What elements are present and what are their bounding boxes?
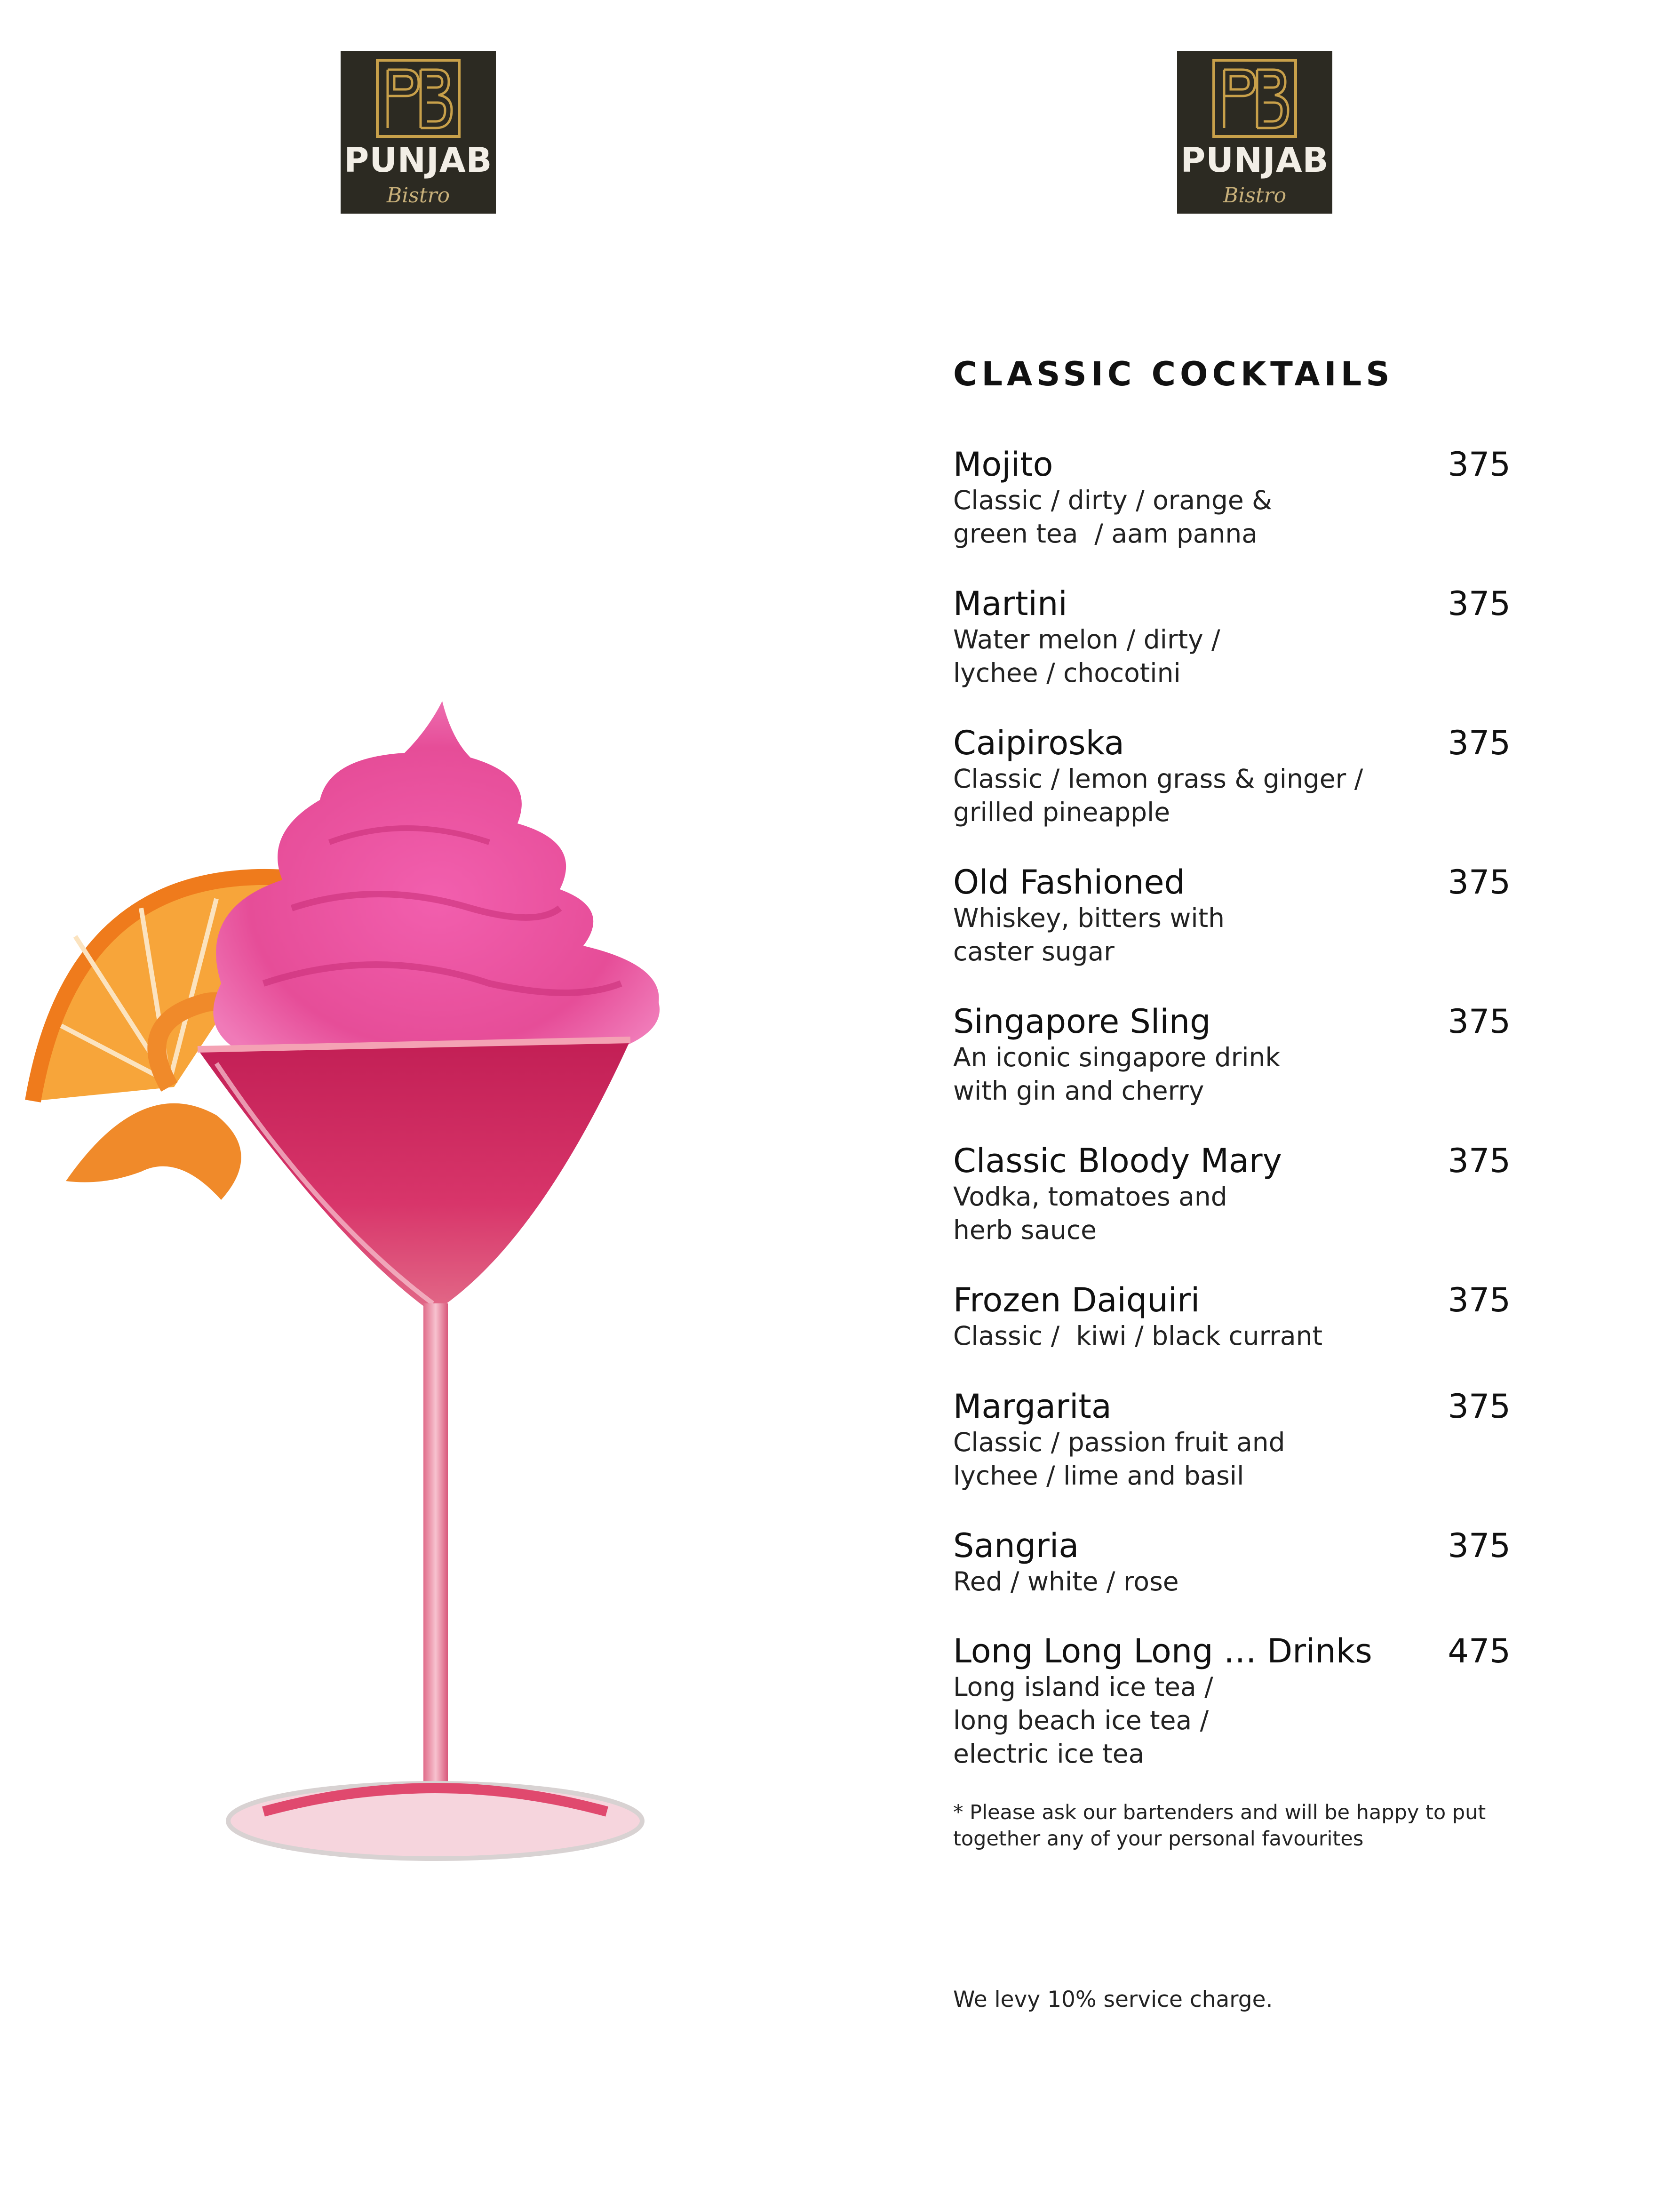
logo-script: Bistro [386,184,450,208]
item-price: 375 [1448,724,1511,762]
item-description: Long island ice tea / long beach ice tea / electric ice tea [953,1672,1213,1769]
menu-section [953,355,1574,2012]
item-description: Classic / kiwi / black currant [953,1321,1323,1351]
item-name: Sangria [953,1526,1079,1565]
bartender-note: * Please ask our bartenders and will be happy to put together any of your personal favourites [953,1801,1486,1851]
menu-item [953,1281,1511,1353]
item-price: 375 [1448,863,1511,902]
menu-item [953,724,1511,829]
item-name: Frozen Daiquiri [953,1281,1200,1319]
logo-left [341,51,496,214]
item-price: 375 [1448,1002,1511,1041]
item-description: Vodka, tomatoes and herb sauce [953,1182,1227,1245]
item-name: Classic Bloody Mary [953,1142,1282,1180]
logo-mark-icon [1177,51,1332,140]
item-price: 375 [1448,1387,1511,1426]
service-charge-note: We levy 10% service charge. [953,1987,1273,2012]
menu-item [953,1142,1511,1247]
logo-mark-icon [341,51,496,140]
item-name: Margarita [953,1387,1112,1426]
glass-bowl-icon [198,1040,630,1313]
item-name: Old Fashioned [953,863,1185,902]
item-name: Caipiroska [953,724,1124,762]
item-price: 375 [1448,1526,1511,1565]
item-price: 375 [1448,445,1511,484]
item-name: Mojito [953,445,1053,484]
cocktail-glass-icon [19,579,819,1877]
item-price: 375 [1448,1142,1511,1180]
menu-item [953,445,1511,551]
item-price: 375 [1448,584,1511,623]
item-description: Classic / dirty / orange & green tea / aam panna [953,485,1273,549]
item-description: Classic / passion fruit and lychee / lime and basil [953,1427,1285,1491]
item-price: 475 [1448,1632,1511,1670]
item-name: Long Long Long … Drinks [953,1632,1372,1670]
item-description: Red / white / rose [953,1566,1179,1597]
item-price: 375 [1448,1281,1511,1319]
item-description: An iconic singapore drink with gin and cherry [953,1042,1281,1106]
logo-right [1177,51,1332,214]
menu-item [953,1526,1511,1598]
item-description: Classic / lemon grass & ginger / grilled pineapple [953,764,1363,827]
glass-base-icon [228,1783,642,1859]
menu-item [953,1002,1511,1108]
menu-item [953,584,1511,690]
item-description: Water melon / dirty / lychee / chocotini [953,624,1220,688]
logo-wordmark: PUNJAB [344,140,493,180]
item-name: Singapore Sling [953,1002,1211,1041]
logo-wordmark: PUNJAB [1180,140,1329,180]
logo-script: Bistro [1223,184,1287,208]
section-title: CLASSIC COCKTAILS [953,355,1394,393]
menu-item [953,863,1511,968]
item-description: Whiskey, bitters with caster sugar [953,903,1225,966]
menu-item [953,1387,1511,1493]
glass-stem-icon [423,1303,448,1788]
menu-item [953,1632,1511,1771]
item-name: Martini [953,584,1067,623]
